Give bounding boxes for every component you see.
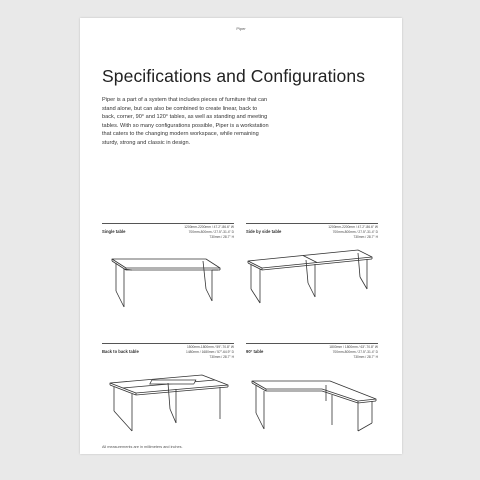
divider	[102, 223, 234, 224]
config-single-table	[102, 223, 234, 318]
config-label: Single table	[102, 229, 126, 234]
dimension-width: 1800mm / 1800mm / 63"-70.8" W	[329, 345, 378, 349]
config-back-to-back-table	[102, 343, 234, 438]
dimension-height: 730mm / 28.7" H	[353, 355, 378, 359]
intro-paragraph: Piper is a part of a system that includes pieces of furniture that can stand alone, but can also be combined to create linear, back to back, corner, 90° and 120° tables, as well as standing and meeting tables. With so many configurations possible, Piper is a workstation that caters to the changing modern workspace, while remaining sturdy, strong and classic in design.	[102, 97, 269, 146]
config-label: 90° table	[246, 349, 264, 354]
divider	[246, 343, 378, 344]
divider	[246, 223, 378, 224]
side-by-side-table-icon	[246, 241, 378, 316]
page-title: Specifications and Configurations	[102, 66, 366, 86]
corner-table-icon	[246, 361, 378, 436]
config-dimensions	[184, 225, 234, 240]
dimension-height: 730mm / 28.7" H	[209, 355, 234, 359]
config-label: Side by side table	[246, 229, 282, 234]
dimension-width: 1500mm-1800mm / 59"-70.8" W	[186, 345, 234, 349]
dimension-height: 730mm / 28.7" H	[353, 235, 378, 239]
dimension-depth: 700mm-800mm / 27.5"-31.4" D	[332, 350, 378, 354]
dimension-width: 1200mm-2200mm / 47.2"-86.6" W	[184, 225, 234, 229]
config-side-by-side-table	[246, 223, 378, 318]
config-label: Back to back table	[102, 349, 139, 354]
dimension-depth: 1480mm / 1680mm / 57"-64.9" D	[186, 350, 234, 354]
footer-note: All measurements are in millimeters and inches.	[102, 445, 183, 449]
config-dimensions	[186, 345, 234, 360]
page-header: Piper	[236, 26, 246, 31]
single-table-icon	[102, 241, 234, 316]
divider	[102, 343, 234, 344]
config-dimensions	[328, 225, 378, 240]
back-to-back-table-icon	[102, 361, 234, 436]
dimension-depth: 700mm-800mm / 27.5"-31.4" D	[188, 230, 234, 234]
dimension-width: 1200mm-2200mm / 47.2"-86.6" W	[328, 225, 378, 229]
document-page	[80, 18, 402, 454]
config-corner-table	[246, 343, 378, 438]
config-dimensions	[329, 345, 378, 360]
dimension-depth: 700mm-800mm / 27.5"-31.4" D	[332, 230, 378, 234]
dimension-height: 730mm / 28.7" H	[209, 235, 234, 239]
